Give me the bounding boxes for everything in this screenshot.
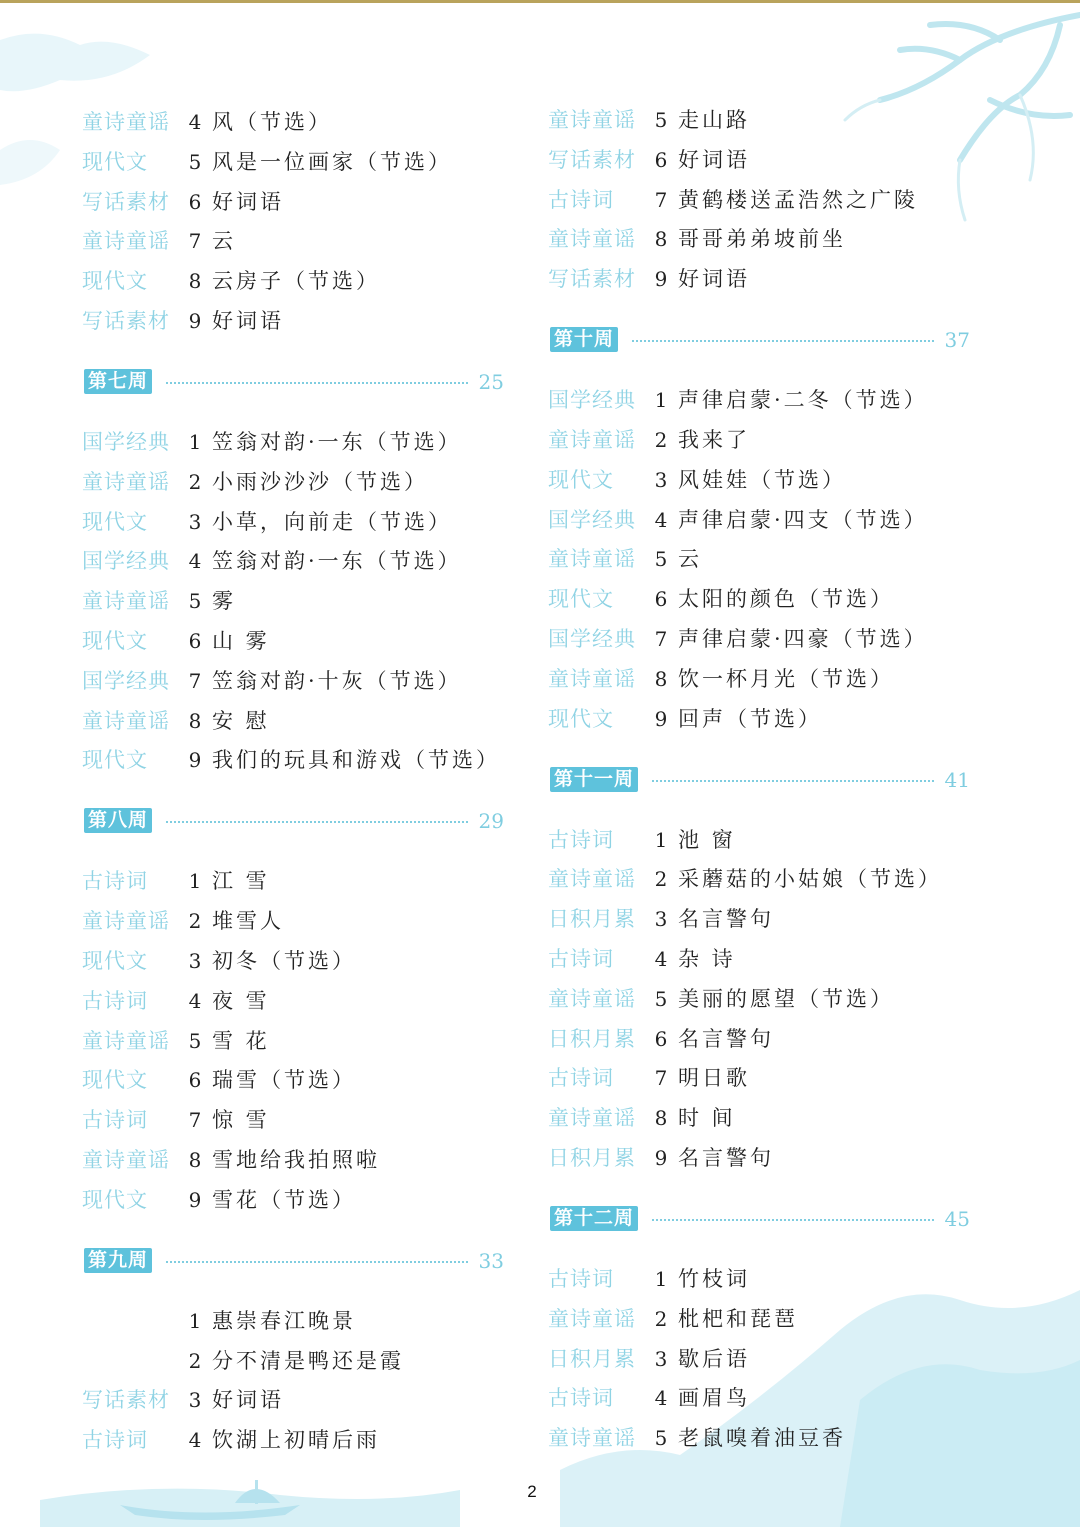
week-page-number: 37 xyxy=(944,328,970,353)
toc-entry[interactable] xyxy=(82,745,502,775)
entry-number: 1 xyxy=(654,827,668,852)
entry-number: 5 xyxy=(654,1426,668,1451)
entry-number: 9 xyxy=(654,267,668,292)
entry-category: 童诗童谣 xyxy=(82,469,170,494)
entry-number: 1 xyxy=(654,1267,668,1291)
entry-title: 小草，向前走（节选） xyxy=(212,509,452,534)
entry-category: 现代文 xyxy=(82,629,148,653)
entry-number: 8 xyxy=(654,227,668,252)
toc-entry[interactable] xyxy=(82,986,502,1016)
entry-category: 国学经典 xyxy=(548,627,636,651)
entry-title: 饮一杯月光（节选） xyxy=(678,666,894,691)
toc-entry[interactable] xyxy=(82,946,502,976)
entry-title: 我们的玩具和游戏（节选） xyxy=(212,748,500,773)
entry-title: 名言警句 xyxy=(678,1026,774,1051)
entry-title: 好词语 xyxy=(212,309,284,333)
entry-number: 2 xyxy=(654,428,668,452)
entry-number: 2 xyxy=(654,867,668,892)
entry-title: 杂 诗 xyxy=(678,947,736,971)
entry-category: 古诗词 xyxy=(82,1108,148,1133)
entry-category: 写话素材 xyxy=(82,309,170,333)
entry-number: 7 xyxy=(654,1066,668,1091)
entry-title: 哥哥弟弟坡前坐 xyxy=(678,227,846,252)
entry-category: 童诗童谣 xyxy=(548,1306,636,1331)
entry-number: 3 xyxy=(654,1346,668,1371)
toc-entry[interactable] xyxy=(82,147,502,177)
entry-title: 笠翁对韵·一东（节选） xyxy=(212,430,462,454)
entry-title: 饮湖上初晴后雨 xyxy=(212,1428,380,1453)
entry-title: 时 间 xyxy=(678,1106,736,1131)
entry-title: 美丽的愿望（节选） xyxy=(678,986,894,1011)
entry-category: 童诗童谣 xyxy=(82,708,170,733)
toc-entry[interactable] xyxy=(548,1344,968,1374)
toc-entry[interactable] xyxy=(548,1063,968,1093)
entry-number: 7 xyxy=(188,229,202,254)
toc-entry[interactable] xyxy=(82,1306,502,1336)
entry-number: 8 xyxy=(188,269,202,294)
entry-category: 古诗词 xyxy=(548,1267,614,1291)
entry-number: 1 xyxy=(188,1308,202,1333)
entry-title: 江 雪 xyxy=(212,869,270,894)
entry-title: 堆雪人 xyxy=(212,909,284,934)
toc-entry[interactable] xyxy=(548,1024,968,1054)
entry-category: 写话素材 xyxy=(82,1388,170,1413)
entry-title: 惊 雪 xyxy=(212,1108,270,1133)
entry-title: 笠翁对韵·十灰（节选） xyxy=(212,668,462,693)
entry-number: 4 xyxy=(654,947,668,971)
page-number: 2 xyxy=(527,1482,537,1501)
entry-number: 8 xyxy=(188,1148,202,1172)
entry-category: 童诗童谣 xyxy=(548,227,636,252)
entry-number: 6 xyxy=(654,147,668,172)
entry-category: 古诗词 xyxy=(548,947,614,971)
toc-entry[interactable] xyxy=(82,427,502,457)
entry-number: 5 xyxy=(654,547,668,572)
toc-entry[interactable] xyxy=(82,226,502,256)
entry-title: 雾 xyxy=(212,589,236,614)
leader-dots xyxy=(652,1219,934,1221)
entry-title: 竹枝词 xyxy=(678,1267,750,1291)
entry-category: 现代文 xyxy=(82,1187,148,1212)
toc-entry[interactable] xyxy=(548,465,968,495)
entry-number: 9 xyxy=(654,1146,668,1170)
toc-entry[interactable] xyxy=(548,664,968,694)
toc-entry[interactable] xyxy=(548,584,968,614)
toc-entry[interactable] xyxy=(548,185,968,215)
entry-number: 3 xyxy=(188,1388,202,1413)
entry-category: 古诗词 xyxy=(82,988,148,1013)
entry-title: 惠崇春江晚景 xyxy=(212,1308,356,1333)
toc-entry[interactable] xyxy=(548,425,968,455)
entry-title: 风是一位画家（节选） xyxy=(212,149,452,174)
entry-title: 云房子（节选） xyxy=(212,269,380,294)
entry-category: 童诗童谣 xyxy=(82,909,170,934)
branch-top-right xyxy=(880,15,1080,160)
entry-title: 声律启蒙·四支（节选） xyxy=(678,507,928,532)
entry-number: 9 xyxy=(654,706,668,731)
week-page-number: 25 xyxy=(478,370,504,394)
toc-entry[interactable] xyxy=(548,944,968,974)
toc-entry[interactable] xyxy=(548,1264,968,1294)
week-heading[interactable] xyxy=(84,806,504,836)
entry-category: 现代文 xyxy=(82,269,148,294)
entry-category: 古诗词 xyxy=(548,827,614,852)
entry-category: 古诗词 xyxy=(548,1066,614,1091)
toc-entry[interactable] xyxy=(82,1346,502,1376)
entry-number: 6 xyxy=(188,189,202,214)
entry-title: 池 窗 xyxy=(678,827,736,852)
entry-title: 名言警句 xyxy=(678,907,774,932)
entry-category: 现代文 xyxy=(82,1068,148,1093)
entry-title: 老鼠嗅着油豆香 xyxy=(678,1426,846,1451)
cloud-shape-left xyxy=(0,140,60,185)
entry-number: 1 xyxy=(188,869,202,894)
toc-entry[interactable] xyxy=(548,825,968,855)
entry-number: 6 xyxy=(654,587,668,612)
toc-entry[interactable] xyxy=(82,586,502,616)
entry-title: 走山路 xyxy=(678,108,750,132)
entry-title: 安 慰 xyxy=(212,708,270,733)
entry-title: 瑞雪（节选） xyxy=(212,1068,356,1093)
toc-entry[interactable] xyxy=(82,1385,502,1415)
toc-entry[interactable] xyxy=(82,187,502,217)
entry-title: 好词语 xyxy=(212,189,284,214)
toc-entry[interactable] xyxy=(548,1383,968,1413)
entry-number: 6 xyxy=(188,1068,202,1093)
week-heading[interactable] xyxy=(84,367,504,397)
week-page-number: 29 xyxy=(478,809,504,834)
entry-title: 好词语 xyxy=(212,1388,284,1413)
week-heading[interactable] xyxy=(84,1246,504,1276)
entry-number: 5 xyxy=(654,108,668,132)
leader-dots xyxy=(166,1261,468,1263)
toc-entry[interactable] xyxy=(548,1304,968,1334)
week-badge: 第十一周 xyxy=(550,767,638,792)
toc-entry[interactable] xyxy=(548,864,968,894)
entry-title: 风娃娃（节选） xyxy=(678,467,846,492)
entry-title: 歇后语 xyxy=(678,1346,750,1371)
entry-title: 采蘑菇的小姑娘（节选） xyxy=(678,867,942,892)
entry-number: 5 xyxy=(188,1028,202,1053)
entry-category: 童诗童谣 xyxy=(548,428,636,452)
entry-number: 5 xyxy=(188,589,202,614)
entry-title: 风（节选） xyxy=(212,110,332,134)
entry-category: 日积月累 xyxy=(548,1026,636,1051)
entry-category: 现代文 xyxy=(548,706,614,731)
week-heading[interactable] xyxy=(550,765,970,795)
entry-number: 9 xyxy=(188,309,202,333)
toc-entry[interactable] xyxy=(82,1185,502,1215)
toc-entry[interactable] xyxy=(548,984,968,1014)
entry-category: 童诗童谣 xyxy=(82,110,170,134)
entry-category: 国学经典 xyxy=(548,388,636,413)
entry-title: 雪地给我拍照啦 xyxy=(212,1148,380,1172)
week-badge: 第九周 xyxy=(84,1248,152,1273)
entry-category: 日积月累 xyxy=(548,907,636,932)
entry-number: 8 xyxy=(188,708,202,733)
toc-entry[interactable] xyxy=(548,105,968,135)
entry-number: 5 xyxy=(188,149,202,174)
toc-entry[interactable] xyxy=(82,1065,502,1095)
toc-entry[interactable] xyxy=(548,264,968,294)
toc-entry[interactable] xyxy=(82,1105,502,1135)
entry-number: 2 xyxy=(188,909,202,934)
toc-entry[interactable] xyxy=(548,704,968,734)
entry-number: 5 xyxy=(654,986,668,1011)
entry-category: 国学经典 xyxy=(548,507,636,532)
entry-number: 2 xyxy=(654,1306,668,1331)
entry-title: 初冬（节选） xyxy=(212,949,356,973)
entry-number: 7 xyxy=(188,1108,202,1133)
entry-title: 云 xyxy=(678,547,702,572)
entry-category: 国学经典 xyxy=(82,430,170,454)
leader-dots xyxy=(166,382,468,384)
entry-number: 3 xyxy=(188,949,202,973)
entry-number: 4 xyxy=(654,1386,668,1411)
entry-category: 童诗童谣 xyxy=(548,666,636,691)
leader-dots xyxy=(166,821,468,823)
cloud-shape-top-left xyxy=(0,34,150,92)
entry-category: 童诗童谣 xyxy=(82,229,170,254)
toc-entry[interactable] xyxy=(82,507,502,537)
entry-number: 9 xyxy=(188,748,202,773)
toc-entry[interactable] xyxy=(548,224,968,254)
entry-number: 4 xyxy=(654,507,668,532)
entry-number: 4 xyxy=(188,988,202,1013)
entry-title: 明日歌 xyxy=(678,1066,750,1091)
toc-entry[interactable] xyxy=(82,626,502,656)
toc-entry[interactable] xyxy=(82,467,502,497)
week-page-number: 33 xyxy=(478,1248,504,1273)
leader-dots xyxy=(652,780,934,782)
entry-title: 名言警句 xyxy=(678,1146,774,1170)
toc-entry[interactable] xyxy=(82,1425,502,1455)
entry-number: 8 xyxy=(654,666,668,691)
week-page-number: 45 xyxy=(944,1207,970,1231)
entry-category: 童诗童谣 xyxy=(82,1148,170,1172)
week-badge: 第十周 xyxy=(550,327,618,352)
entry-title: 分不清是鸭还是霞 xyxy=(212,1348,404,1373)
entry-title: 我来了 xyxy=(678,428,750,452)
toc-entry[interactable] xyxy=(82,666,502,696)
entry-number: 3 xyxy=(654,907,668,932)
entry-category: 现代文 xyxy=(82,149,148,174)
entry-number: 3 xyxy=(654,467,668,492)
entry-number: 7 xyxy=(654,627,668,651)
toc-entry[interactable] xyxy=(548,505,968,535)
entry-number: 2 xyxy=(188,469,202,494)
toc-entry[interactable] xyxy=(82,906,502,936)
toc-entry[interactable] xyxy=(82,107,502,137)
entry-category: 写话素材 xyxy=(548,147,636,172)
entry-title: 黄鹤楼送孟浩然之广陵 xyxy=(678,187,918,212)
entry-category: 童诗童谣 xyxy=(548,986,636,1011)
entry-title: 画眉鸟 xyxy=(678,1386,750,1411)
entry-category: 古诗词 xyxy=(548,187,614,212)
entry-category: 童诗童谣 xyxy=(82,589,170,614)
toc-entry[interactable] xyxy=(548,1423,968,1453)
entry-number: 1 xyxy=(654,388,668,413)
entry-title: 山 雾 xyxy=(212,629,270,653)
entry-category: 童诗童谣 xyxy=(548,547,636,572)
leader-dots xyxy=(632,340,934,342)
toc-entry[interactable] xyxy=(548,145,968,175)
toc-entry[interactable] xyxy=(548,904,968,934)
entry-number: 7 xyxy=(654,187,668,212)
week-badge: 第十二周 xyxy=(550,1206,638,1231)
entry-title: 云 xyxy=(212,229,236,254)
entry-title: 枇杷和琵琶 xyxy=(678,1306,798,1331)
entry-category: 日积月累 xyxy=(548,1346,636,1371)
entry-category: 古诗词 xyxy=(82,869,148,894)
week-heading[interactable] xyxy=(550,325,970,355)
entry-title: 笠翁对韵·一东（节选） xyxy=(212,549,462,574)
entry-title: 好词语 xyxy=(678,147,750,172)
entry-title: 声律启蒙·二冬（节选） xyxy=(678,388,928,413)
entry-category: 现代文 xyxy=(82,509,148,534)
entry-title: 小雨沙沙沙（节选） xyxy=(212,469,428,494)
toc-entry[interactable] xyxy=(82,266,502,296)
toc-entry[interactable] xyxy=(82,1026,502,1056)
toc-entry[interactable] xyxy=(82,866,502,896)
entry-category: 写话素材 xyxy=(548,267,636,292)
toc-entry[interactable] xyxy=(82,706,502,736)
entry-category: 现代文 xyxy=(82,748,148,773)
entry-category: 现代文 xyxy=(548,467,614,492)
entry-number: 2 xyxy=(188,1348,202,1373)
entry-number: 6 xyxy=(654,1026,668,1051)
toc-entry[interactable] xyxy=(548,1143,968,1173)
week-heading[interactable] xyxy=(550,1204,970,1234)
entry-category: 童诗童谣 xyxy=(548,1106,636,1131)
entry-number: 7 xyxy=(188,668,202,693)
week-badge: 第七周 xyxy=(84,369,152,394)
entry-title: 回声（节选） xyxy=(678,706,822,731)
entry-title: 雪花（节选） xyxy=(212,1187,356,1212)
toc-entry[interactable] xyxy=(82,546,502,576)
entry-category: 国学经典 xyxy=(82,668,170,693)
entry-title: 声律启蒙·四豪（节选） xyxy=(678,627,928,651)
entry-category: 写话素材 xyxy=(82,189,170,214)
entry-title: 好词语 xyxy=(678,267,750,292)
entry-number: 3 xyxy=(188,509,202,534)
toc-entry[interactable] xyxy=(548,385,968,415)
entry-number: 4 xyxy=(188,110,202,134)
toc-entry[interactable] xyxy=(548,544,968,574)
entry-number: 9 xyxy=(188,1187,202,1212)
toc-entry[interactable] xyxy=(548,624,968,654)
entry-title: 夜 雪 xyxy=(212,988,270,1013)
toc-entry[interactable] xyxy=(82,306,502,336)
entry-category: 古诗词 xyxy=(548,1386,614,1411)
week-badge: 第八周 xyxy=(84,808,152,833)
toc-entry[interactable] xyxy=(82,1145,502,1175)
entry-category: 现代文 xyxy=(548,587,614,612)
entry-category: 现代文 xyxy=(82,949,148,973)
entry-category: 童诗童谣 xyxy=(82,1028,170,1053)
week-page-number: 41 xyxy=(944,767,970,792)
entry-category: 国学经典 xyxy=(82,549,170,574)
toc-entry[interactable] xyxy=(548,1103,968,1133)
entry-category: 童诗童谣 xyxy=(548,108,636,132)
entry-number: 4 xyxy=(188,549,202,574)
entry-category: 古诗词 xyxy=(82,1428,148,1453)
entry-number: 1 xyxy=(188,430,202,454)
entry-number: 6 xyxy=(188,629,202,653)
entry-number: 4 xyxy=(188,1428,202,1453)
entry-category: 童诗童谣 xyxy=(548,1426,636,1451)
entry-category: 童诗童谣 xyxy=(548,867,636,892)
entry-title: 太阳的颜色（节选） xyxy=(678,587,894,612)
entry-number: 8 xyxy=(654,1106,668,1131)
entry-title: 雪 花 xyxy=(212,1028,270,1053)
entry-category: 日积月累 xyxy=(548,1146,636,1170)
